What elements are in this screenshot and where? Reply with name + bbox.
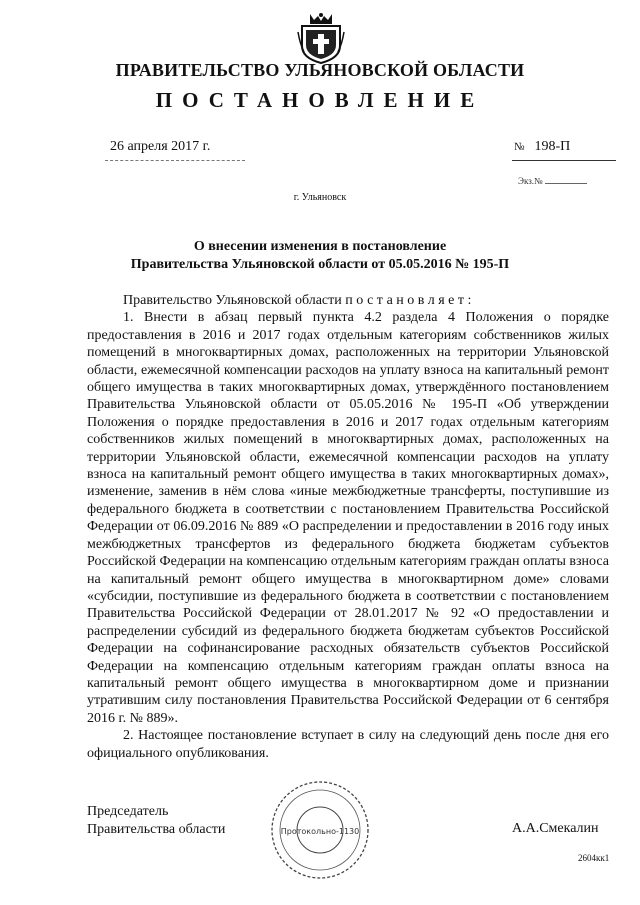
number-value: 198-П xyxy=(534,139,571,154)
document-number xyxy=(514,139,570,155)
footer-code: 2604кк1 xyxy=(578,853,610,863)
copy-number-blank xyxy=(545,183,587,184)
paragraph-1: 1. Внести в абзац первый пункта 4.2 раздела 4 Положения о порядке предоставления в 2016 и 2017 годах отдельным категориям собственников жилых помещений в многоквартирных домах, расположенных на территории Ульяновской области, ежемесячной компенсации расходов на уплату взноса на капитальный ремонт общего имущества в таких многоквартирных домах, утверждённого постановлением Правительства Ульяновской области от 05.05.2016 № 195-П «Об утверждении Положения о порядке предоставления в 2016 и 2017 годах отдельным категориям собственников жилых помещений в многоквартирных домах, расположенных на территории Ульяновской области, ежемесячной компенсации расходов на уплату взноса на капитальный ремонт общего имущества в таких многоквартирных домах», изменение, заменив в нём слова «иные межбюджетные трансферты, поступившие из федерального бюджета в соответствии с постановлением Правительства Российской Федерации от 06.09.2016 № 889 «О распределении и предоставлении в 2016 году иных межбюджетных трансфертов из федерального бюджета бюджетам субъектов Российской Федерации на компенсацию отдельным категориям граждан оплаты взноса на капитальный ремонт общего имущества в многоквартирном доме» словами «субсидии, поступившие из федерального бюджета в соответствии с постановлением Правительства Российской Федерации от 28.01.2017 № 92 «О предоставлении и распределении субсидий из федерального бюджета бюджетам субъектов Российской Федерации на софинансирование расходных обязательств субъектов Российской Федерации на компенсацию отдельным категориям граждан оплаты взноса на капитальный ремонт общего имущества в многоквартирном доме и признании утратившим силу постановления Правительства Российской Федерации от 6 сентября 2016 г. № 889». xyxy=(87,310,609,726)
paragraph-2: 2. Настоящее постановление вступает в силу на следующий день после дня его официального опубликования. xyxy=(87,728,609,761)
document-type: ПОСТАНОВЛЕНИЕ xyxy=(155,88,485,112)
date-underline xyxy=(105,160,245,161)
preamble xyxy=(87,292,609,309)
position-line-1: Председатель xyxy=(87,804,169,819)
signatory-name: А.А.Смекалин xyxy=(512,821,599,836)
copy-number-label: Экз.№ xyxy=(518,176,543,186)
stamp-text: Протокольно-1130 xyxy=(280,827,360,836)
number-underline xyxy=(512,160,616,161)
signatory-position xyxy=(87,803,225,839)
subject-line-2: Правительства Ульяновской области от 05.05.2016 № 195-П xyxy=(130,257,510,272)
organization-title: ПРАВИТЕЛЬСТВО УЛЬЯНОВСКОЙ ОБЛАСТИ xyxy=(115,60,525,80)
preamble-start: Правительство Ульяновской области xyxy=(123,293,342,308)
subject-line-1: О внесении изменения в постановление xyxy=(193,239,447,254)
official-stamp-icon xyxy=(268,778,372,882)
copy-number xyxy=(518,176,587,186)
document-subject xyxy=(0,238,640,274)
coat-of-arms-icon xyxy=(296,12,346,64)
city: г. Ульяновск xyxy=(293,192,347,203)
number-sign: № xyxy=(514,141,525,153)
document-date: 26 апреля 2017 г. xyxy=(110,139,211,154)
position-line-2: Правительства области xyxy=(87,822,226,837)
preamble-decree: постановляет: xyxy=(345,293,475,308)
document-body xyxy=(87,292,609,762)
